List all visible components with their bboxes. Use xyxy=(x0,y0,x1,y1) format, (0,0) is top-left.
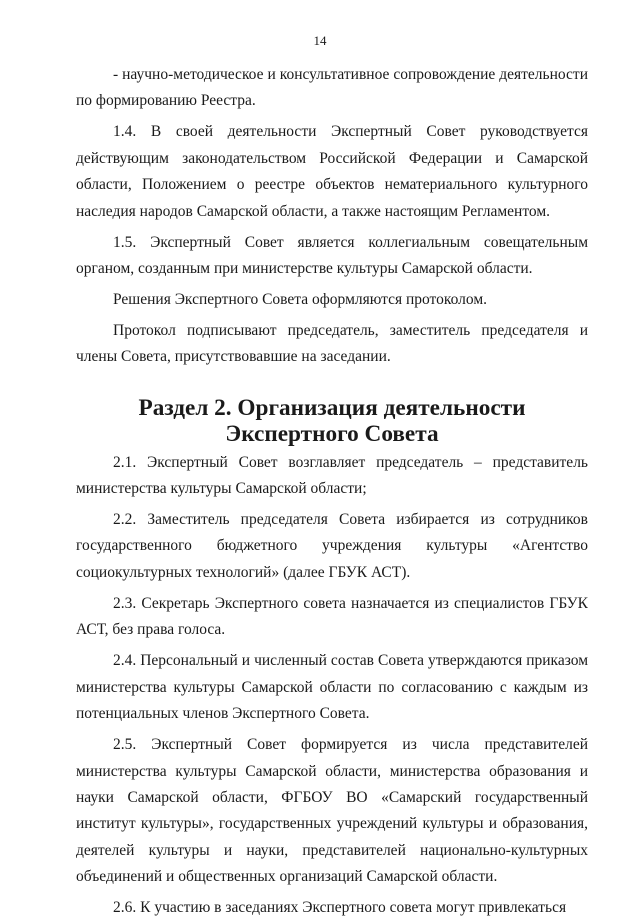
paragraph-2-2: 2.2. Заместитель председателя Совета избирается из сотрудников государственного бюджетного учреждения культуры «Агентство социокультурных технологий» (далее ГБУК АСТ). xyxy=(76,511,588,581)
paragraph-1-4: 1.4. В своей деятельности Экспертный Совет руководствуется действующим законодательством Российской Федерации и Самарской области, Положением о реестре объектов нематериального культурного наследия народов Самарской области, а также настоящим Регламентом. xyxy=(76,123,588,220)
paragraph-methodical-support: - научно-методическое и консультативное сопровождение деятельности по формированию Реестра. xyxy=(76,66,588,110)
page-number: 14 xyxy=(313,33,327,48)
paragraph-2-4: 2.4. Персональный и численный состав Совета утверждаются приказом министерства культуры Самарской области по согласованию с каждым из потенциальных членов Экспертного Совета. xyxy=(76,652,588,723)
paragraph-protocol: Протокол подписывают председатель, заместитель председателя и члены Совета, присутствовавшие на заседании. xyxy=(76,322,588,366)
paragraph-1-5: 1.5. Экспертный Совет является коллегиальным совещательным органом, созданным при министерстве культуры Самарской области. xyxy=(76,233,588,278)
document-body xyxy=(76,62,588,922)
paragraph-decisions: Решения Экспертного Совета оформляются протоколом. xyxy=(113,291,488,309)
paragraph-2-5: 2.5. Экспертный Совет формируется из числа представителей министерства культуры Самарской области, министерства образования и науки Самарской области, ФГБОУ ВО «Самарский государственный институт культуры», государственных учреждений культуры и образования, деятелей культуры и науки, представителей национально-культурных объединений и общественных организаций Самарской области. xyxy=(76,736,588,886)
paragraph-2-3: 2.3. Секретарь Экспертного совета назначается из специалистов ГБУК АСТ, без права голоса. xyxy=(76,594,588,639)
paragraph-2-6: 2.6. К участию в заседаниях Экспертного совета могут привлекаться xyxy=(113,899,567,917)
section-2-heading: Раздел 2. Организация деятельности Экспертного Совета xyxy=(138,394,526,448)
paragraph-2-1: 2.1. Экспертный Совет возглавляет председатель – представитель министерства культуры Самарской области; xyxy=(76,453,588,498)
